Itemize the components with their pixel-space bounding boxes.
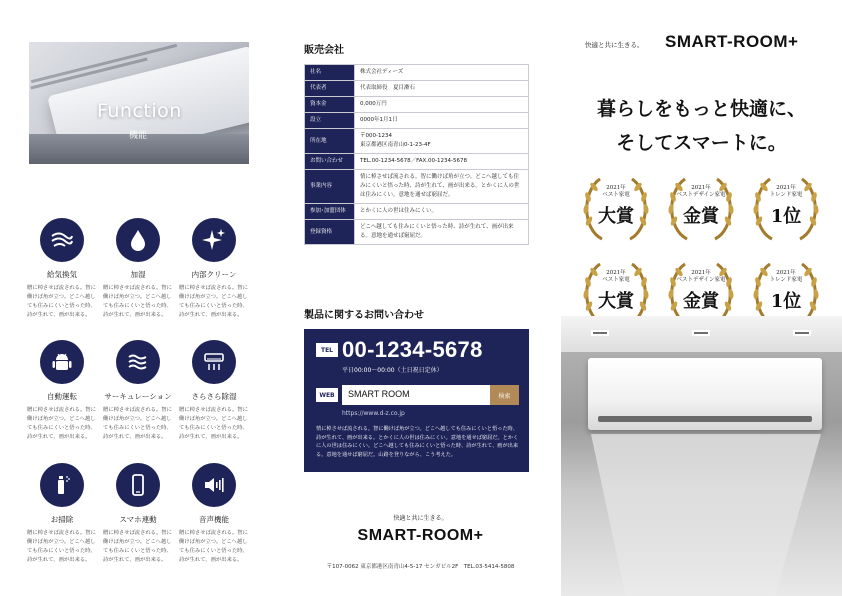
award-year: 2021年 [691, 185, 711, 191]
feature-name: お掃除 [50, 515, 74, 524]
row-label: 登録資格 [305, 220, 355, 245]
function-hero-image [29, 42, 249, 164]
table-row [305, 113, 529, 129]
award-category: トレンド家電 [769, 192, 803, 198]
feature-icon-circle [116, 218, 160, 262]
dehumidify-icon [201, 349, 227, 375]
footer-brand-logo: SMART-ROOM+ [357, 527, 484, 544]
row-value: TEL.00-1234-5678／FAX.00-1234-5678 [355, 154, 529, 170]
feature-icon-circle [40, 463, 84, 507]
feature-description: 贈に棹させば流される。智に働けば角が立つ。どこへ越しても住みにくいと悟った時、詩が生れて、画が出来る。 [179, 285, 248, 318]
row-value: 〒000-1234 東京都港区南青山0-1-23-4F [355, 129, 529, 154]
airflow-icon [49, 227, 75, 253]
row-label: 設立 [305, 113, 355, 129]
feature-item [101, 218, 175, 320]
award-title: 金賞 [683, 206, 719, 227]
award-badge [578, 171, 654, 247]
phone-number[interactable]: 00-1234-5678 [342, 337, 483, 362]
award-title: 金賞 [683, 291, 719, 312]
feature-description: 贈に棹させば流される。智に働けば角が立つ。どこへ越しても住みにくいと悟った時、詩が生れて、画が出来る。 [27, 407, 96, 440]
waves-icon [125, 349, 151, 375]
function-title: Function [97, 100, 182, 122]
table-row [305, 220, 529, 245]
feature-icon-circle [192, 340, 236, 384]
air-outlet [598, 416, 812, 422]
feature-name: さらさら除湿 [191, 392, 237, 401]
feature-description: 贈に棹させば流される。智に働けば角が立つ。どこへ越しても住みにくいと悟った時、詩が生れて、画が出来る。 [179, 407, 248, 440]
row-label: 参加･加盟団体 [305, 204, 355, 220]
row-value: 株式会社ディーズ [355, 65, 529, 81]
table-row [305, 81, 529, 97]
smartphone-icon [125, 472, 151, 498]
award-year: 2021年 [606, 185, 626, 191]
table-row [305, 97, 529, 113]
cover-panel [561, 0, 842, 596]
business-hours: 平日00:00〜00:00（土日祝日定休） [342, 367, 443, 374]
contact-description: 情に棹させば流される。智に働けば角が立つ。どこへ越しても住みにくいと悟った時、詩が生れて、画が出来る。とかくに人の世は住みにくい。意地を通せば窮屈だ。とかくに人の世は住みにくい。どこへ越しても住みにくいと悟った時、詩が生れて、画が出来る。意地を通せば窮屈だ。山路を登りながら、こう考えた。 [316, 426, 519, 458]
feature-description: 贈に棹させば流される。智に働けば角が立つ。どこへ越しても住みにくいと悟った時、詩が生れて、画が出来る。 [103, 407, 172, 440]
table-row [305, 170, 529, 204]
ceiling [561, 316, 842, 352]
web-badge: WEB [316, 388, 338, 402]
cover-brand-logo: SMART-ROOM+ [665, 32, 799, 51]
feature-icon-circle [116, 340, 160, 384]
row-value: 情に棹させば流される。智に働けば角が立つ。どこへ越しても住みにくいと悟った時、詩が生れて、画が出来る。とかくに人の世は住みにくい。意地を通せば窮屈だ。 [355, 170, 529, 204]
row-label: 事業内容 [305, 170, 355, 204]
row-value: 0,000万円 [355, 97, 529, 113]
award-category: ベストデザイン家電 [676, 192, 726, 198]
award-year: 2021年 [776, 185, 796, 191]
award-title: 1位 [770, 291, 802, 312]
robot-icon [49, 349, 75, 375]
feature-item [177, 340, 251, 442]
room-photo [561, 316, 842, 596]
speaker-icon [201, 472, 227, 498]
feature-description: 贈に棹させば流される。智に働けば角が立つ。どこへ越しても住みにくいと悟った時、詩が生れて、画が出来る。 [103, 530, 172, 563]
tel-badge: TEL [316, 343, 338, 357]
feature-name: 自動運転 [47, 392, 77, 401]
feature-item [101, 340, 175, 442]
feature-icon-circle [192, 218, 236, 262]
award-title: 1位 [770, 206, 802, 227]
table-row [305, 154, 529, 170]
award-year: 2021年 [606, 270, 626, 276]
feature-item [25, 218, 99, 320]
row-value: とかくに人の世は住みにくい。 [355, 204, 529, 220]
footer-tagline: 快適と共に生きる。 [393, 515, 448, 522]
row-label: 社名 [305, 65, 355, 81]
award-category: ベスト家電 [602, 277, 630, 283]
headline-line-1: 暮らしをもっと快適に、 [596, 98, 806, 120]
feature-description: 贈に棹させば流される。智に働けば角が立つ。どこへ越しても住みにくいと悟った時、詩が生れて、画が出来る。 [179, 530, 248, 563]
sparkle-icon [201, 227, 227, 253]
feature-item [177, 218, 251, 320]
spray-icon [49, 472, 75, 498]
headline-line-2: そしてスマートに。 [616, 132, 787, 154]
feature-icon-circle [116, 463, 160, 507]
row-value: 0000年1月1日 [355, 113, 529, 129]
award-badge [663, 171, 739, 247]
award-year: 2021年 [776, 270, 796, 276]
website-link[interactable]: https://www.d-z.co.jp [342, 410, 405, 417]
feature-icon-circle [40, 340, 84, 384]
row-label: 所在地 [305, 129, 355, 154]
row-label: お問い合わせ [305, 154, 355, 170]
award-title: 大賞 [598, 206, 634, 227]
row-value: 代表取締役 夏目漱石 [355, 81, 529, 97]
search-button[interactable]: 検索 [490, 385, 519, 405]
feature-name: 加湿 [130, 270, 146, 279]
award-category: トレンド家電 [769, 277, 803, 283]
function-subtitle: 機能 [129, 131, 148, 141]
table-row [305, 204, 529, 220]
table-row [305, 129, 529, 154]
feature-name: サーキュレーション [104, 392, 172, 401]
ceiling-vent [793, 330, 811, 336]
feature-item [177, 463, 251, 565]
feature-name: 内部クリーン [191, 270, 237, 279]
feature-icon-circle [40, 218, 84, 262]
ceiling-vent [692, 330, 710, 336]
airflow-mist [591, 434, 821, 596]
feature-description: 贈に棹させば流される。智に働けば角が立つ。どこへ越しても住みにくいと悟った時、詩が生れて、画が出来る。 [103, 285, 172, 318]
award-title: 大賞 [598, 291, 634, 312]
company-heading: 販売会社 [304, 45, 344, 56]
features-panel [0, 0, 280, 596]
cover-tagline: 快適と共に生きる。 [585, 41, 644, 49]
table-row [305, 65, 529, 81]
search-input[interactable]: SMART ROOM [342, 385, 490, 405]
award-year: 2021年 [691, 270, 711, 276]
feature-name: スマホ連動 [119, 515, 157, 524]
feature-description: 贈に棹させば流される。智に働けば角が立つ。どこへ越しても住みにくいと悟った時、詩が生れて、画が出来る。 [27, 530, 96, 563]
water-drop-icon [125, 227, 151, 253]
row-value: どこへ越しても住みにくいと悟った時、詩が生れて、画が出来る。意地を通せば窮屈だ。 [355, 220, 529, 245]
feature-item [25, 340, 99, 442]
feature-name: 給気換気 [47, 270, 77, 279]
footer-address: 〒107-0062 東京都港区南青山4-5-17 センガビル2F TEL.03-5414-5808 [326, 564, 515, 570]
ceiling-vent [591, 330, 609, 336]
feature-description: 贈に棹させば流される。智に働けば角が立つ。どこへ越しても住みにくいと悟った時、詩が生れて、画が出来る。 [27, 285, 96, 318]
feature-icon-circle [192, 463, 236, 507]
award-category: ベスト家電 [602, 192, 630, 198]
row-label: 資本金 [305, 97, 355, 113]
row-label: 代表者 [305, 81, 355, 97]
company-info-table [304, 64, 529, 245]
air-conditioner-unit [588, 358, 822, 430]
contact-heading: 製品に関するお問い合わせ [304, 310, 424, 321]
award-badge [748, 171, 824, 247]
contact-box [304, 329, 529, 472]
award-category: ベストデザイン家電 [676, 277, 726, 283]
feature-item [101, 463, 175, 565]
company-panel [280, 0, 561, 596]
feature-item [25, 463, 99, 565]
feature-name: 音声機能 [199, 515, 229, 524]
